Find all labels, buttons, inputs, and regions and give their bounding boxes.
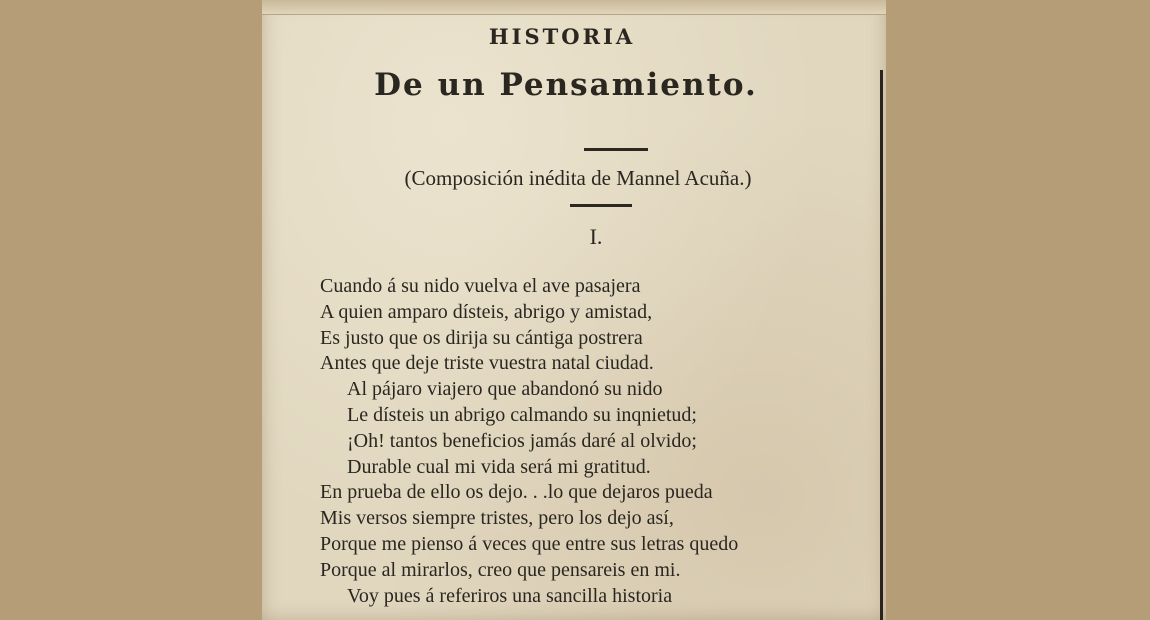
article-kicker: HISTORIA — [488, 24, 636, 49]
article-credit: (Composición inédita de Mannel Acuña.) — [404, 166, 752, 190]
poem-line: Es justo que os dirija su cántiga postrera — [320, 326, 643, 349]
poem-line: Porque al mirarlos, creo que pensareis en mi. — [320, 558, 681, 581]
poem-line: A quien amparo dísteis, abrigo y amistad, — [320, 300, 653, 323]
poem-line: Cuando á su nido vuelva el ave pasajera — [320, 275, 641, 297]
poem-line: ¡Oh! tantos beneficios jamás daré al olvido; — [347, 429, 697, 452]
title-divider — [584, 148, 648, 151]
poem-line: Mis versos siempre tristes, pero los dejo así, — [320, 507, 674, 530]
poem-line: Antes que deje triste vuestra natal ciudad. — [320, 352, 654, 375]
poem-body — [320, 274, 886, 609]
page-top-edge — [262, 0, 886, 15]
article-title: De un Pensamiento. — [374, 67, 758, 103]
section-number: I. — [589, 224, 603, 249]
credit-divider — [570, 204, 632, 207]
poem-line: Al pájaro viajero que abandonó su nido — [347, 378, 663, 401]
poem-line: Porque me pienso á veces que entre sus letras quedo — [320, 532, 739, 555]
poem-line: Le dísteis un abrigo calmando su inqnietud; — [347, 403, 697, 426]
poem-line: Voy pues á referiros una sancilla historia — [347, 584, 673, 607]
poem-line: En prueba de ello os dejo. . .lo que dejaros pueda — [320, 481, 713, 504]
newspaper-page — [262, 0, 886, 620]
poem-line: Durable cual mi vida será mi gratitud. — [347, 455, 651, 478]
